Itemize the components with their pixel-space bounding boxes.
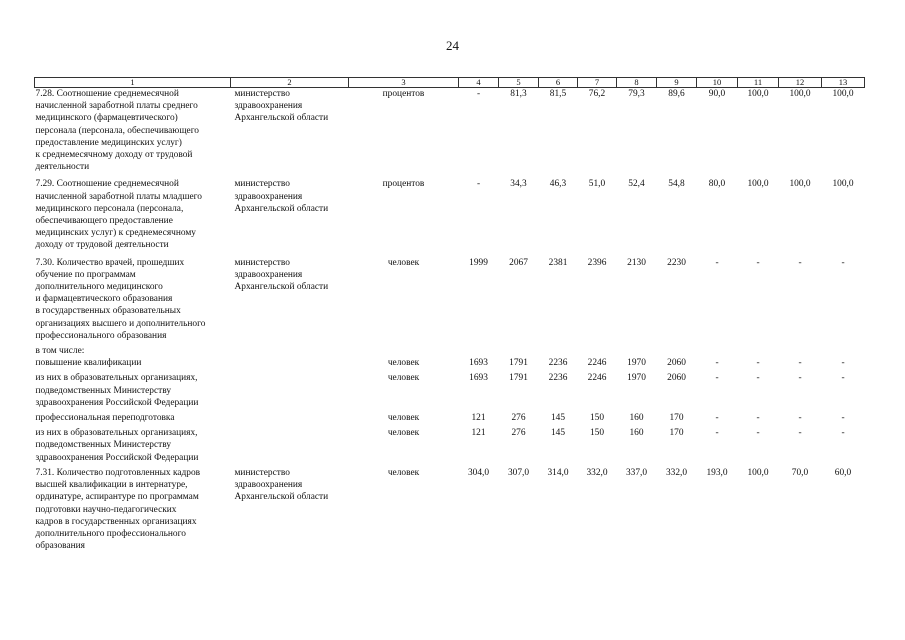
value-cell: -: [715, 413, 719, 424]
value-cell: 80,0: [708, 179, 726, 190]
value-cell: 332,0: [586, 467, 608, 478]
indicator-name-line: 7.29. Соотношение среднемесячной: [35, 179, 179, 190]
indicator-name: [35, 88, 231, 174]
indicator-name-line: профессиональная переподготовка: [35, 413, 175, 424]
value-cell: -: [476, 179, 481, 190]
responsible-org: [231, 345, 349, 357]
responsible-org: [231, 467, 349, 552]
value-cell: 46,3: [549, 179, 567, 190]
value-cell: 307,0: [507, 467, 530, 478]
unit-cell: человек: [387, 428, 420, 439]
indicator-name-line: деятельности: [35, 162, 90, 173]
value-cell: 100,0: [832, 179, 854, 190]
value-cell: 332,0: [665, 467, 688, 478]
value-cell: 54,8: [668, 179, 685, 190]
header-cell: 6: [539, 78, 578, 88]
responsible-org: [231, 178, 349, 251]
value-cell: 276: [511, 413, 526, 424]
value-cell: 1999: [469, 257, 488, 268]
value-cell: -: [756, 257, 760, 268]
indicator-name-line: персонала (персонала, обеспечивающего: [35, 125, 199, 136]
header-cell: 8: [617, 78, 657, 88]
value-cell: [738, 345, 779, 357]
value-cell: 60,0: [834, 467, 852, 478]
value-cell: 81,5: [549, 89, 567, 99]
value-cell: -: [756, 358, 760, 369]
unit-cell: человек: [387, 257, 420, 268]
value-cell: 121: [471, 428, 486, 439]
value-cell: -: [756, 428, 760, 439]
value-cell: 100,0: [789, 89, 811, 99]
indicator-name-line: высшей квалификации в интернатуре,: [35, 480, 188, 491]
header-cell: 12: [779, 78, 822, 88]
value-cell: 193,0: [706, 467, 728, 478]
value-cell: 100,0: [789, 179, 811, 190]
value-cell: [657, 345, 697, 357]
value-cell: -: [715, 257, 719, 268]
value-cell: 150: [589, 413, 605, 424]
table-row: [35, 372, 865, 409]
responsible-org: [231, 372, 349, 409]
responsible-org-line: министерство: [234, 179, 290, 190]
value-cell: -: [715, 428, 719, 439]
responsible-org: [231, 357, 349, 369]
table-body: [35, 78, 865, 553]
indicator-name: [35, 345, 231, 357]
indicator-name: [35, 178, 231, 251]
value-cell: 2130: [627, 257, 646, 268]
responsible-org-line: Архангельской области: [234, 282, 329, 293]
responsible-org-line: министерство: [234, 89, 290, 99]
value-cell: [697, 345, 738, 357]
value-cell: -: [798, 358, 802, 369]
indicator-name-line: здравоохранения Российской Федерации: [35, 397, 199, 408]
unit-cell: процентов: [382, 89, 425, 99]
value-cell: 304,0: [467, 467, 490, 478]
indicator-name-line: здравоохранения Российской Федерации: [35, 452, 199, 463]
header-cell: 3: [349, 78, 459, 88]
value-cell: -: [841, 428, 845, 439]
header-row: [35, 78, 865, 88]
indicator-name: [35, 357, 231, 369]
indicator-name-line: и фармацевтического образования: [35, 294, 173, 305]
data-table: [34, 77, 865, 552]
value-cell: 145: [550, 413, 566, 424]
indicator-name-line: из них в образовательных организациях,: [35, 373, 198, 384]
header-cell: 7: [578, 78, 617, 88]
value-cell: -: [841, 358, 845, 369]
indicator-name: [35, 257, 231, 342]
value-cell: -: [841, 413, 845, 424]
value-cell: 79,3: [628, 89, 645, 99]
responsible-org-line: Архангельской области: [234, 203, 329, 214]
value-cell: 1791: [509, 358, 528, 369]
table-row: [35, 427, 865, 464]
value-cell: 76,2: [588, 89, 606, 99]
indicator-name-line: подведомственных Министерству: [35, 385, 172, 396]
table-row: [35, 88, 865, 174]
indicator-name-line: 7.31. Количество подготовленных кадров: [35, 467, 201, 478]
value-cell: 100,0: [747, 89, 769, 99]
responsible-org-line: министерство: [234, 467, 290, 478]
value-cell: -: [715, 373, 719, 384]
indicator-name-line: предоставление медицинских услуг): [35, 137, 182, 148]
unit-cell: человек: [387, 373, 420, 384]
header-cell: 1: [35, 78, 231, 88]
value-cell: 100,0: [747, 467, 769, 478]
indicator-name-line: подготовки научно-педагогических: [35, 504, 177, 515]
responsible-org-line: здравоохранения: [234, 480, 303, 491]
value-cell: 100,0: [832, 89, 854, 99]
value-cell: 150: [589, 428, 605, 439]
value-cell: 34,3: [510, 179, 527, 190]
header-cell: 5: [499, 78, 539, 88]
table-row: [35, 357, 865, 369]
table-row: [35, 412, 865, 424]
unit-cell: человек: [387, 467, 420, 478]
header-cell: 10: [697, 78, 738, 88]
indicator-name: [35, 372, 231, 409]
indicator-name-line: ординатуре, аспирантуре по программам: [35, 492, 199, 503]
value-cell: 2236: [548, 373, 568, 384]
value-cell: 1693: [469, 358, 488, 369]
value-cell: -: [798, 413, 802, 424]
unit-cell: [349, 345, 459, 357]
indicator-name-line: доходу от трудовой деятельности: [35, 240, 169, 251]
value-cell: 90,0: [708, 89, 726, 99]
header-cell: 4: [459, 78, 499, 88]
responsible-org-line: Архангельской области: [234, 492, 329, 503]
value-cell: 2381: [548, 257, 568, 268]
value-cell: 2246: [587, 373, 607, 384]
responsible-org-line: здравоохранения: [234, 101, 303, 112]
responsible-org: [231, 257, 349, 342]
indicator-name-line: подведомственных Министерству: [35, 440, 172, 451]
indicator-name-line: медицинских услуг) к среднемесячному: [35, 228, 196, 239]
value-cell: -: [476, 89, 481, 99]
indicator-name-line: обеспечивающего предоставление: [35, 216, 173, 227]
value-cell: 170: [669, 428, 684, 439]
value-cell: -: [756, 413, 760, 424]
indicator-name-line: медицинского персонала (персонала,: [35, 203, 184, 214]
indicator-name-line: в том числе:: [35, 346, 85, 357]
unit-cell: человек: [387, 413, 420, 424]
value-cell: 1791: [509, 373, 528, 384]
value-cell: [578, 345, 617, 357]
value-cell: 2236: [548, 358, 568, 369]
indicator-name-line: начисленной заработной платы среднего: [35, 101, 198, 112]
indicator-name-line: 7.30. Количество врачей, прошедших: [35, 257, 185, 268]
value-cell: [617, 345, 657, 357]
indicator-name-line: из них в образовательных организациях,: [35, 428, 198, 439]
value-cell: -: [715, 358, 719, 369]
responsible-org-line: здравоохранения: [234, 269, 303, 280]
value-cell: 160: [629, 413, 644, 424]
indicator-name-line: 7.28. Соотношение среднемесячной: [35, 89, 179, 99]
value-cell: -: [798, 428, 802, 439]
value-cell: -: [798, 257, 802, 268]
responsible-org-line: здравоохранения: [234, 191, 303, 202]
value-cell: 1693: [469, 373, 488, 384]
indicator-name-line: организациях высшего и дополнительного: [35, 318, 206, 329]
value-cell: 89,6: [668, 89, 685, 99]
value-cell: 121: [471, 413, 486, 424]
table-row: [35, 257, 865, 342]
value-cell: [499, 345, 539, 357]
value-cell: 2060: [667, 373, 686, 384]
indicator-name: [35, 412, 231, 424]
value-cell: [822, 345, 865, 357]
value-cell: 100,0: [747, 179, 769, 190]
value-cell: -: [798, 373, 802, 384]
value-cell: [459, 345, 499, 357]
value-cell: 160: [629, 428, 644, 439]
responsible-org-line: министерство: [234, 257, 290, 268]
value-cell: 314,0: [547, 467, 569, 478]
indicator-name-line: в государственных образовательных: [35, 306, 181, 317]
responsible-org: [231, 427, 349, 464]
value-cell: 2060: [667, 358, 686, 369]
table-row: [35, 178, 865, 251]
indicator-name: [35, 427, 231, 464]
value-cell: 145: [550, 428, 566, 439]
page-number: 24: [446, 38, 459, 53]
header-cell: 11: [738, 78, 779, 88]
header-cell: 9: [657, 78, 697, 88]
value-cell: -: [841, 373, 845, 384]
value-cell: [779, 345, 822, 357]
value-cell: 1970: [627, 358, 646, 369]
table-row: [35, 345, 865, 357]
indicator-name-line: кадров в государственных организациях: [35, 516, 197, 527]
unit-cell: процентов: [382, 179, 425, 190]
indicator-name: [35, 467, 231, 552]
indicator-name-line: обучение по программам: [35, 269, 136, 280]
value-cell: 276: [511, 428, 526, 439]
header-cell: 13: [822, 78, 865, 88]
value-cell: [539, 345, 578, 357]
value-cell: 81,3: [510, 89, 527, 99]
indicator-name-line: повышение квалификации: [35, 358, 142, 369]
value-cell: 2067: [509, 257, 528, 268]
value-cell: 2396: [587, 257, 607, 268]
indicator-name-line: медицинского (фармацевтического): [35, 113, 178, 124]
value-cell: 2230: [667, 257, 686, 268]
value-cell: 51,0: [588, 179, 606, 190]
table-row: [35, 467, 865, 552]
indicator-name-line: образования: [35, 541, 85, 552]
value-cell: 337,0: [625, 467, 648, 478]
indicator-name-line: к среднемесячному доходу от трудовой: [35, 150, 193, 161]
header-cell: 2: [231, 78, 349, 88]
value-cell: 2246: [587, 358, 607, 369]
value-cell: -: [756, 373, 760, 384]
indicator-name-line: профессионального образования: [35, 330, 167, 341]
value-cell: 70,0: [791, 467, 809, 478]
value-cell: 1970: [627, 373, 646, 384]
indicator-name-line: начисленной заработной платы младшего: [35, 191, 202, 202]
indicator-name-line: дополнительного профессионального: [35, 528, 186, 539]
indicator-name-line: дополнительного медицинского: [35, 282, 163, 293]
value-cell: 170: [669, 413, 684, 424]
unit-cell: человек: [387, 358, 420, 369]
responsible-org: [231, 88, 349, 174]
responsible-org: [231, 412, 349, 424]
value-cell: -: [841, 257, 845, 268]
value-cell: 52,4: [628, 179, 645, 190]
responsible-org-line: Архангельской области: [234, 113, 329, 124]
